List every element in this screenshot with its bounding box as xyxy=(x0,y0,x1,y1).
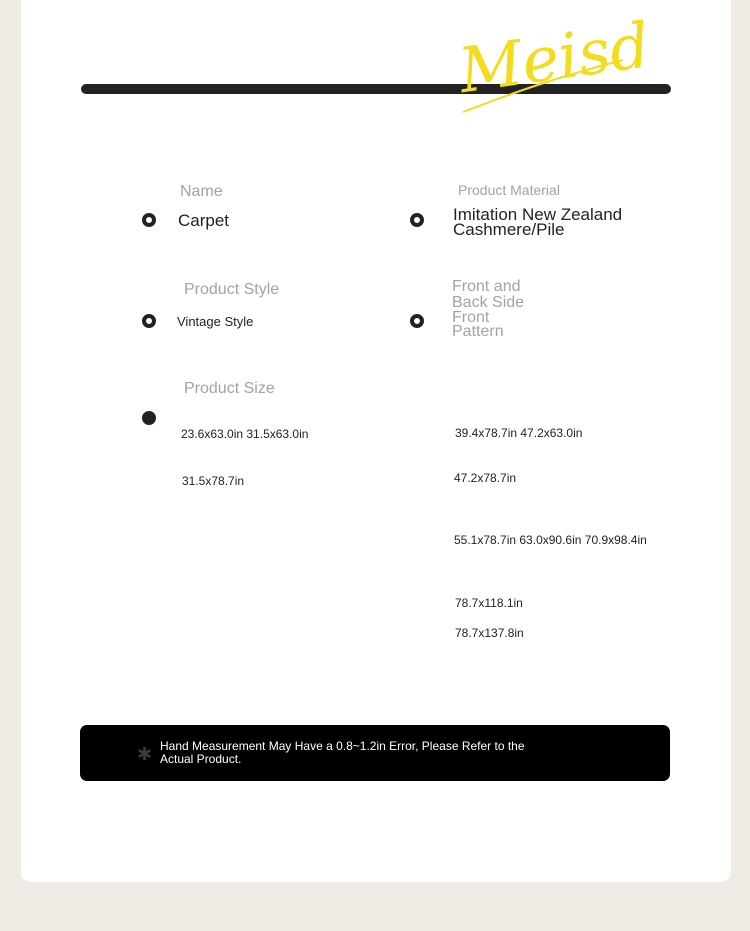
asterisk-icon: ✱ xyxy=(137,744,153,764)
material-value-line2: Cashmere/Pile xyxy=(453,220,565,239)
bullet-icon xyxy=(142,314,156,328)
logo-text: Meisd xyxy=(454,8,655,108)
pattern-label-line1: Front and xyxy=(452,278,521,295)
material-value-line1: Imitation New Zealand xyxy=(453,205,623,224)
name-value: Carpet xyxy=(178,211,230,230)
size-item: 47.2x78.7in xyxy=(454,471,517,485)
size-item: 78.7x137.8in xyxy=(455,626,524,640)
size-item: 78.7x118.1in xyxy=(455,596,523,610)
style-label: Product Style xyxy=(184,281,280,298)
name-label: Name xyxy=(180,183,223,200)
size-item: 23.6x63.0in 31.5x63.0in xyxy=(181,427,309,441)
brand-logo xyxy=(454,8,655,120)
bullet-icon xyxy=(142,213,156,227)
size-item: 31.5x78.7in xyxy=(182,474,245,488)
bullet-icon xyxy=(410,213,424,227)
bullet-icon xyxy=(410,314,424,328)
pattern-label-line4: Pattern xyxy=(452,323,504,340)
style-value: Vintage Style xyxy=(177,314,254,329)
size-item: 39.4x78.7in 47.2x63.0in xyxy=(455,426,583,440)
material-label: Product Material xyxy=(458,182,560,198)
size-label: Product Size xyxy=(184,380,275,397)
measurement-note-banner xyxy=(80,725,670,781)
pattern-label-line2: Back Side xyxy=(452,294,525,311)
bullet-icon xyxy=(142,411,156,425)
size-item: 55.1x78.7in 63.0x90.6in 70.9x98.4in xyxy=(454,533,647,547)
measurement-note-text: Hand Measurement May Have a 0.8~1.2in Error, Please Refer to the Actual Product. xyxy=(160,739,525,766)
pattern-label-line3: Front xyxy=(452,309,490,326)
